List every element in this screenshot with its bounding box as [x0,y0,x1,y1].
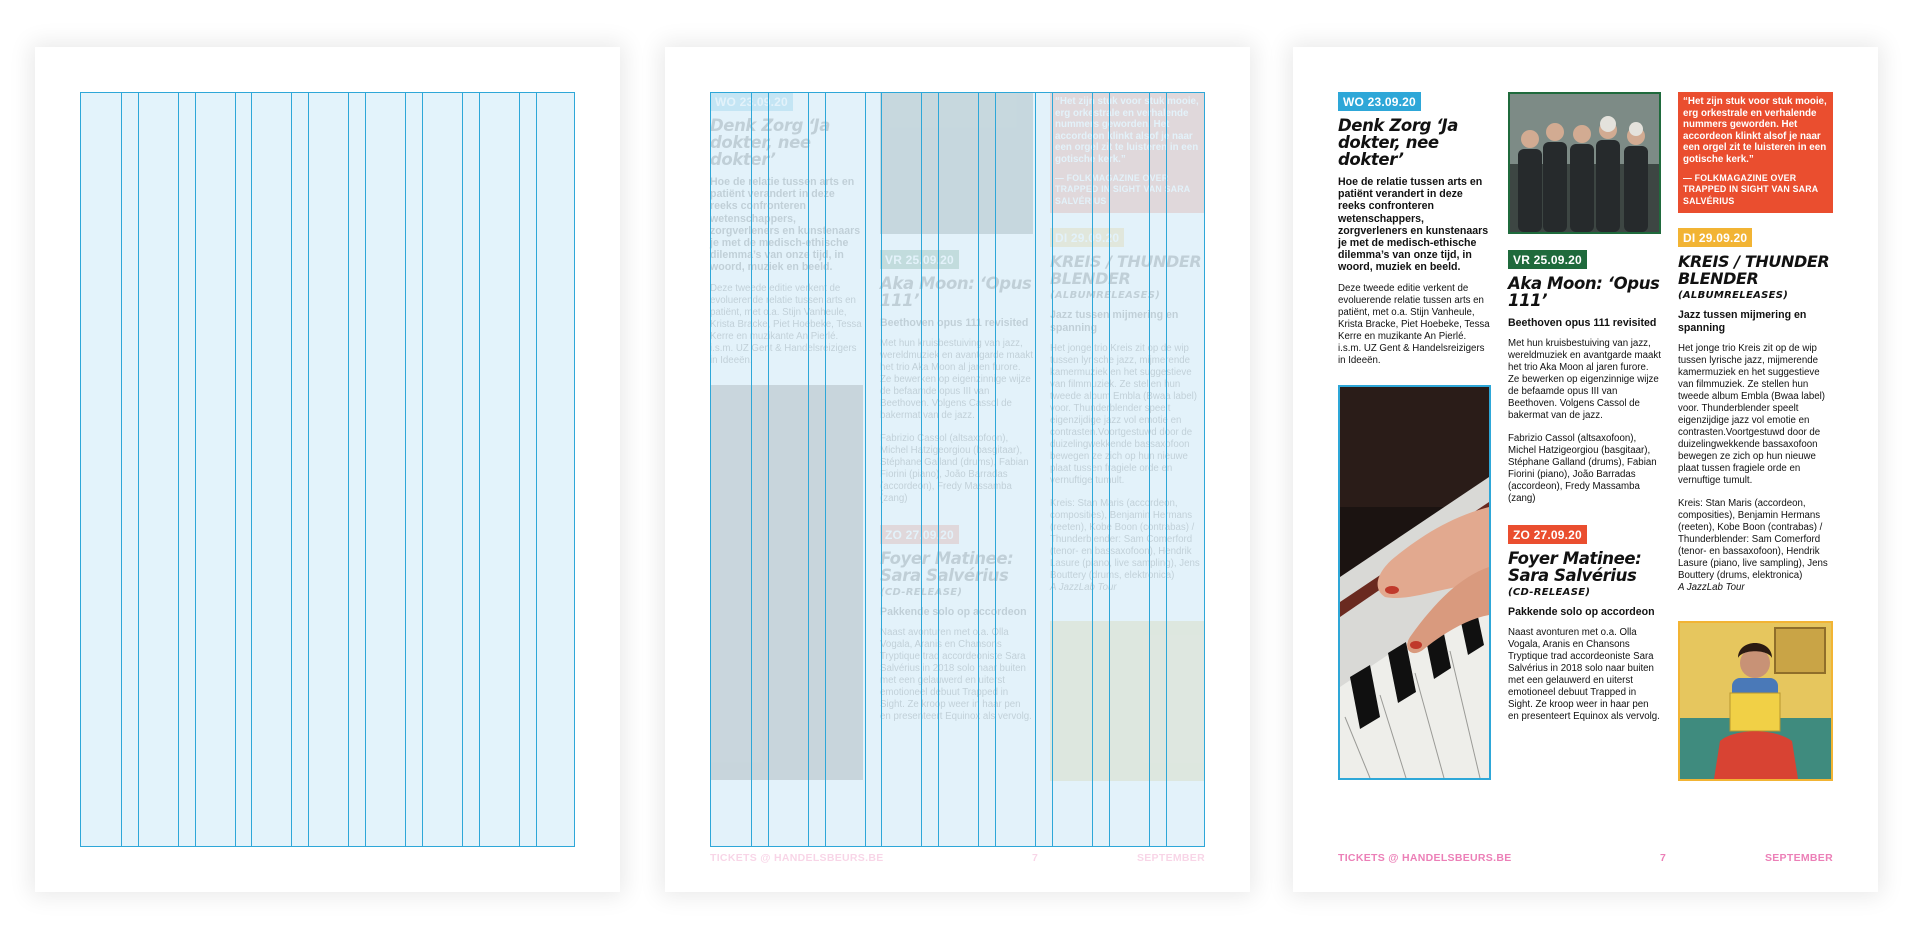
footer-tickets: TICKETS @ HANDELSBEURS.BE [710,852,884,864]
band-photo [1508,92,1661,234]
event-body-text: Naast avonturen met o.a. Olla Vogala, Aranis en Chansons Tryptique trad accordeoniste Sara Salvérius in 2018 solo naar buiten met een gelauwerd en uiterst emotioneel debuut Trapped in Sight. Ze kroop weer in haar pen en presenteert Equinox als vervolg. [1508,627,1660,723]
event-subtag: (ALBUMRELEASES) [1678,290,1789,302]
final-page [1293,47,1878,892]
grid-line [536,93,537,846]
grid-line [825,93,826,846]
event-date-badge: DI 29.09.20 [1678,228,1752,247]
grid-line [768,93,769,846]
column-grid [80,92,575,847]
reading-illustration [1680,623,1831,779]
grid-line [808,93,809,846]
grid-line [462,93,463,846]
event-lead: Beethoven opus 111 revisited [1508,317,1657,329]
event-body-text: Met hun kruisbestuiving van jazz, wereldmuziek en avantgarde maakt het trio Aka Moon al jaren furore. Ze bewerken op eigenzinnige wijze de befaamde opus III van Beethoven. Volgens Cassol de bakermat van de jazz. [1508,338,1661,422]
event-subtag: (CD-RELEASE) [1508,587,1591,599]
footer-page-number: 7 [1032,852,1039,864]
piano-hands-photo [1338,385,1491,780]
grid-line [1149,93,1150,846]
grid-line [479,93,480,846]
event-body [1678,343,1833,594]
event-tour-note: A JazzLab Tour [1678,581,1745,593]
column-3 [1678,92,1833,781]
grid-line [178,93,179,846]
man-reading-photo [1678,621,1833,781]
grid-line [1109,93,1110,846]
event-lead: Pakkende solo op accordeon [1508,606,1655,619]
grid-line [995,93,996,846]
event-credits: Fabrizio Cassol (altsaxofoon), Michel Hatzigeorgiou (basgitaar), Stéphane Galland (drums), Fabian Fiorini (piano), João Barradas (accordeon), Fredy Massamba (zang) [1508,433,1657,505]
grid-line [235,93,236,846]
grid-line [291,93,292,846]
grid-line [348,93,349,846]
grid-line [519,93,520,846]
event-body-text: Het jonge trio Kreis zit op de wip tussen lyrische jazz, mijmerende kamermuziek en het suggestieve van filmmuziek. Ze stellen hun tweede album Embla (Bwaa label) voor. Thunderblender speelt eigenzijdige jazz vol emotie en contrasten.Voortgestuwd door de duizelingwekkende bassaxofoon bewegen ze zich op hun nieuwe plaat tussen fragiele orde en vernuftige tumult. [1678,342,1826,486]
event-title: Denk Zorg ‘Ja dokter, nee dokter’ [1338,116,1458,169]
event-date-badge: WO 23.09.20 [1338,92,1421,111]
grid-line [1052,93,1053,846]
grid-line [865,93,866,846]
grid-line [1092,93,1093,846]
grid-line [921,93,922,846]
event-credits: Kreis: Stan Maris (accordeon, composities), Benjamin Hermans (reeten), Kobe Boon (contrabas) / Thunderblender: Sam Comerford (tenor- en bassaxofoon), Hendrik Lasure (piano, live sampling), Jens Bouttery (drums, elektronica) [1678,497,1828,581]
page-content [1293,47,1878,892]
grid-line [1166,93,1167,846]
event-body [1508,627,1661,723]
quote-box [1678,92,1833,213]
event-date-badge: VR 25.09.20 [1508,250,1587,269]
grid-line [308,93,309,846]
column-2 [1508,92,1661,723]
event-body [1338,283,1491,367]
grid-line [978,93,979,846]
grid-line [121,93,122,846]
grid-line [195,93,196,846]
grid-line [751,93,752,846]
event-body [1508,338,1661,505]
footer-tickets: TICKETS @ HANDELSBEURS.BE [1338,852,1512,864]
event-body-text: Deze tweede editie verkent de evoluerende relatie tussen arts en patiënt, met o.a. Stijn Vanheule, Krista Bracke, Piet Hoebeke, Tessa Kerre en muzikante An Pierlé. i.s.m. UZ Gent & Handelsreizigers in Ideeën. [1338,282,1490,366]
event-title: Aka Moon: ‘Opus 111’ [1508,274,1660,310]
grid-line [881,93,882,846]
footer-month: SEPTEMBER [1136,852,1205,864]
grid-line [251,93,252,846]
grid-line [138,93,139,846]
event-title: KREIS / THUNDER BLENDER [1678,252,1830,289]
grid-layout-page [35,47,620,892]
event-lead: Jazz tussen mijmering en spanning [1678,309,1807,334]
grid-line [405,93,406,846]
grid-line [365,93,366,846]
footer-month: SEPTEMBER [1764,852,1833,864]
quote-text: “Het zijn stuk voor stuk mooie, erg orkestrale en verhalende nummers geworden. Het accordeon klinkt alsof je naar een orgel zit te luisteren in een gotische kerk.” [1683,96,1827,165]
grid-line [422,93,423,846]
quote-source: — FOLKMAGAZINE OVER TRAPPED IN SIGHT VAN SARA SALVÉRIUS [1683,172,1819,206]
grid-line [1035,93,1036,846]
band-illustration [1510,94,1659,232]
event-title: Foyer Matinee: Sara Salvérius [1508,549,1642,586]
grid-line [938,93,939,846]
grid-overlay-page [665,47,1250,892]
column-grid-overlay [710,92,1205,847]
column-1 [1338,92,1491,780]
event-lead: Hoe de relatie tussen arts en patiënt verandert in deze reeks confronteren wetenschappers, zorgverleners en kunstenaars je met de medisch-ethische dilemma’s van onze tijd, in woord, muziek en beeld. [1338,176,1489,274]
event-date-badge: ZO 27.09.20 [1508,525,1587,544]
piano-illustration [1340,387,1489,778]
footer-page-number: 7 [1660,852,1667,864]
